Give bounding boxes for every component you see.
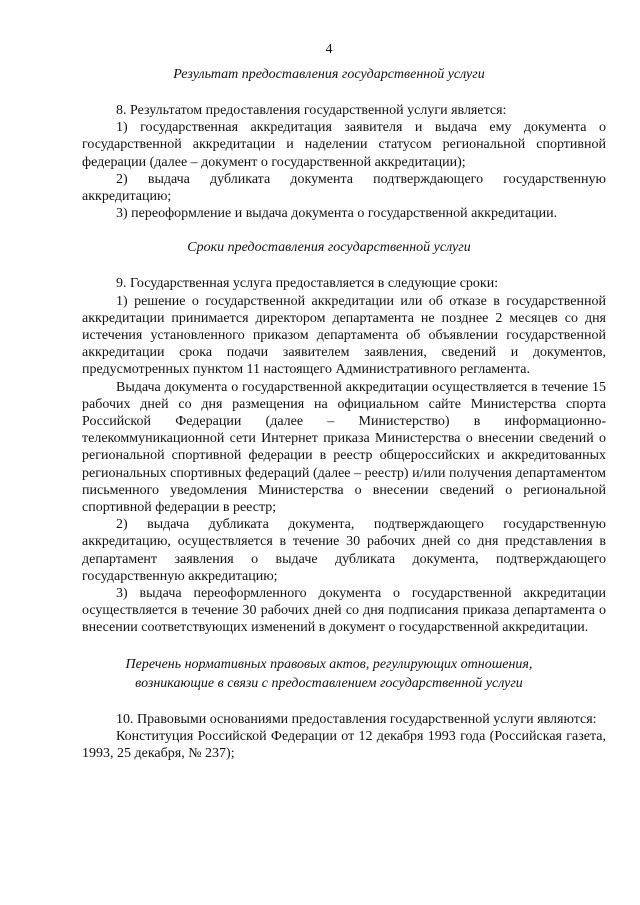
paragraph-10-item-1: Конституция Российской Федерации от 12 декабря 1993 года (Российская газета, 1993, 25 декабря, № 237); xyxy=(82,728,606,762)
paragraph-8-intro: 8. Результатом предоставления государственной услуги является: xyxy=(116,103,507,118)
section-heading-legal-acts xyxy=(52,655,606,693)
paragraph-8-item-1: 1) государственная аккредитация заявителя и выдача ему документа о государственной аккредитации и наделении статусом региональной спортивной федерации (далее – документ о государственной аккредитации); xyxy=(82,120,606,170)
paragraph-9-item-1: 1) решение о государственной аккредитации или об отказе в государственной аккредитации принимается директором департамента не позднее 2 месяцев со дня истечения установленного приказом департамента об объявлении государственной аккредитации срока подачи заявителем заявления, сведений и документов, предусмотренных пунктом 11 настоящего Административного регламента. xyxy=(82,293,606,378)
paragraph-10-intro: 10. Правовыми основаниями предоставления государственной услуги являются: xyxy=(116,711,597,727)
paragraph-9-intro: 9. Государственная услуга предоставляется в следующие сроки: xyxy=(116,276,499,292)
paragraph-9-item-1-continued: Выдача документа о государственной аккредитации осуществляется в течение 15 рабочих дней со дня размещения на официальном сайте Министерства спорта Российской Федерации (далее – Министерство) в информационно-телекоммуникационной сети Интернет приказа Министерства о внесении сведений о региональной спортивной федерации в реестр общероссийских и аккредитованных региональных спортивных федераций (далее – реестр) и/или получения департаментом письменного уведомления Министерства о внесении сведений о региональной спортивной федерации в реестр; xyxy=(82,379,606,516)
paragraph-9-item-3: 3) выдача переоформленного документа о государственной аккредитации осуществляется в течение 30 рабочих дней со дня подписания приказа департамента о внесении соответствующих изменений в документ о государственной аккредитации. xyxy=(82,586,606,636)
paragraph-8-item-3: 3) переоформление и выдача документа о государственной аккредитации. xyxy=(116,206,558,222)
heading-line-1: Перечень нормативных правовых актов, регулирующих отношения, xyxy=(125,656,533,672)
page-number: 4 xyxy=(325,42,333,57)
paragraph-8-item-2: 2) выдача дубликата документа подтверждающего государственную аккредитацию; xyxy=(82,171,606,205)
heading-line-2: возникающие в связи с предоставлением государственной услуги xyxy=(135,675,523,691)
section-heading-terms: Сроки предоставления государственной услуги xyxy=(187,240,471,256)
section-heading-result: Результат предоставления государственной услуги xyxy=(173,67,485,82)
paragraph-9-item-2: 2) выдача дубликата документа, подтверждающего государственную аккредитацию, осуществляется в течение 30 рабочих дней со дня представления в департамент заявления о выдаче дубликата документа, подтверждающего государственную аккредитацию; xyxy=(82,517,606,584)
